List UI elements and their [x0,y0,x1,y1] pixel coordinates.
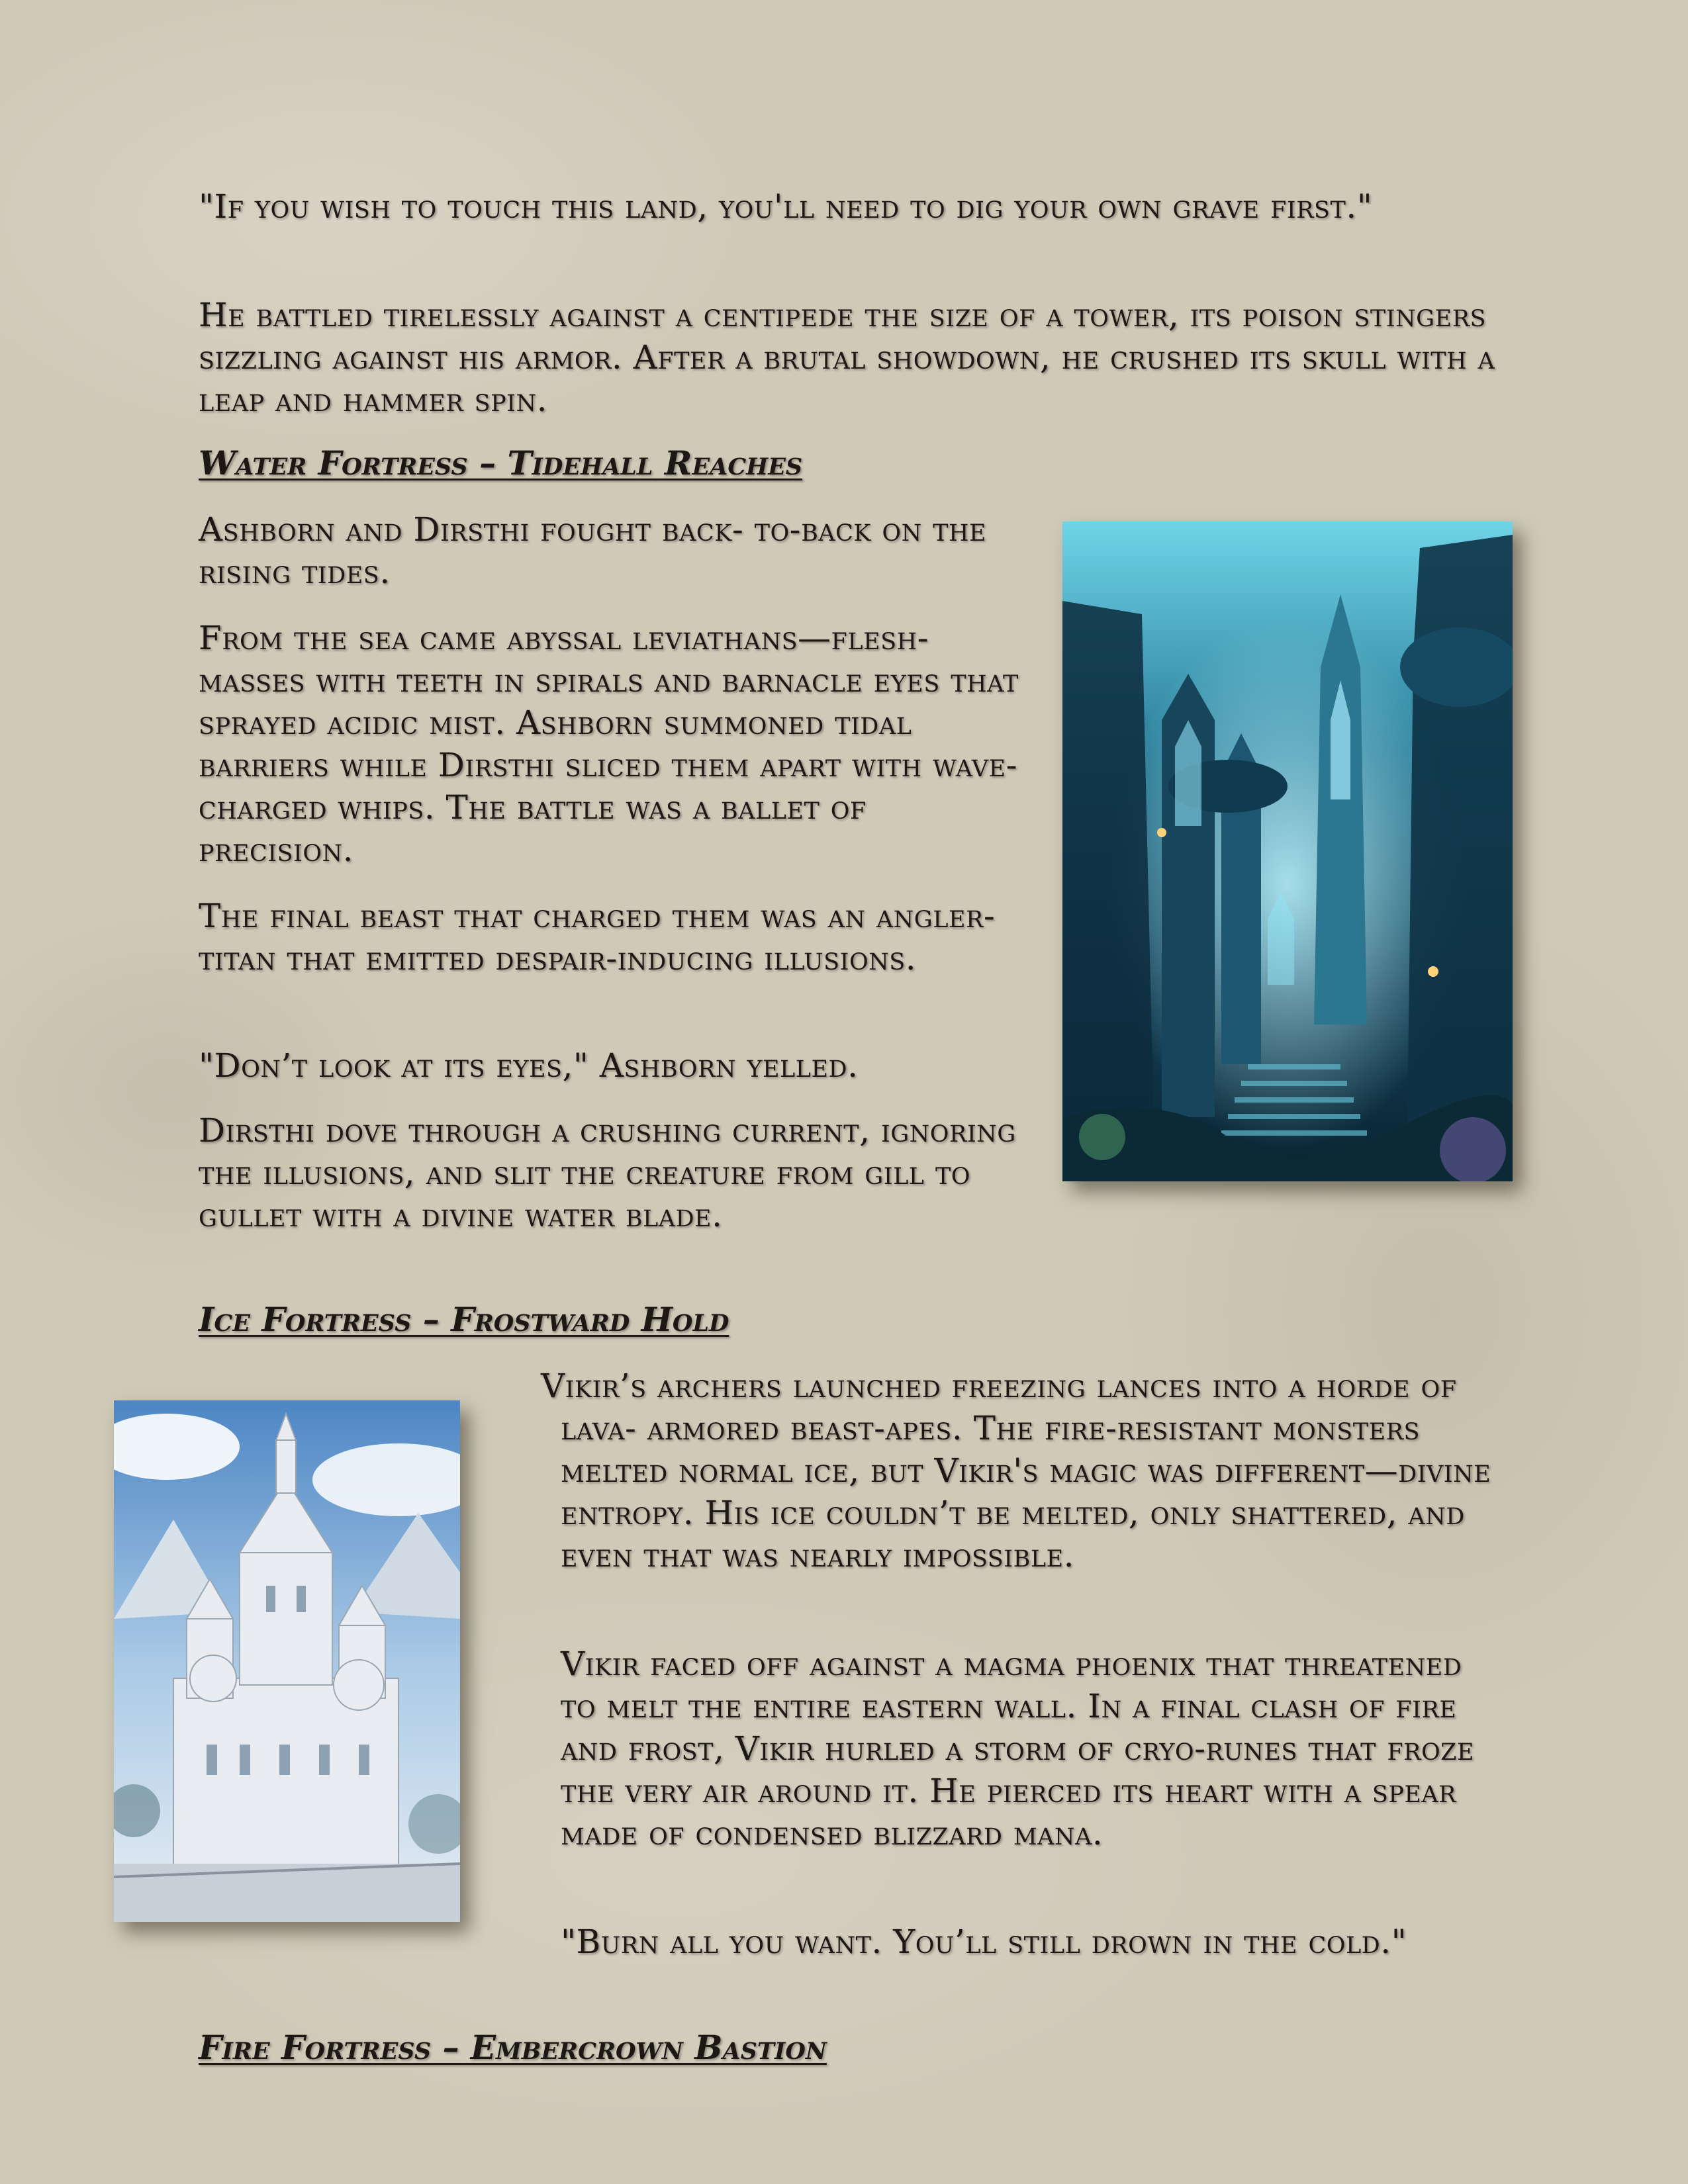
underwater-city-image [1062,522,1513,1181]
ice-paragraph-3: "Burn all you want. You’ll still drown in the cold." [561,1923,1407,1961]
water-paragraph-1: Ashborn and Dirsthi fought back- to-back on the rising tides. [199,510,987,591]
water-fortress-heading: Water Fortress – Tidehall Reaches [199,443,803,482]
intro-quote: "If you wish to touch this land, you'll need to dig your own grave first." [199,187,1373,226]
water-paragraph-3: The final beast that charged them was an angler-titan that emitted despair-inducing illusions. [199,897,996,978]
water-paragraph-5: Dirsthi dove through a crushing current, ignoring the illusions, and slit the creature from gill to gullet with a divine water blade. [199,1111,1016,1234]
ice-paragraph-2: Vikir faced off against a magma phoenix that threatened to melt the entire eastern wall. In a final clash of fire and frost, Vikir hurled a storm of cryo-runes that froze the very air around it. He pierced its heart with a spear made of condensed blizzard mana. [561,1645,1475,1852]
water-paragraph-4: "Don’t look at its eyes," Ashborn yelled. [199,1046,859,1085]
ice-fortress-heading: Ice Fortress – Frostward Hold [199,1300,729,1339]
water-paragraph-2: From the sea came abyssal leviathans—flesh-masses with teeth in spirals and barnacle eyes that sprayed acidic mist. Ashborn summoned tidal barriers while Dirsthi sliced them apart with wave-charged whips. The battle was a ballet of precision. [199,619,1019,869]
intro-paragraph: He battled tirelessly against a centipede the size of a tower, its poison stingers sizzling against his armor. After a brutal showdown, he crushed its skull with a leap and hammer spin. [199,296,1495,419]
fire-fortress-heading: Fire Fortress – Embercrown Bastion [199,2028,827,2067]
ice-paragraph-1: Vikir’s archers launched freezing lances into a horde of lava- armored beast-apes. The fire-resistant monsters melted normal ice, but Vikir's magic was different—divine entropy. His ice couldn’t be melted, only shattered, and even that was nearly impossible. [541,1367,1491,1574]
ice-castle-image [114,1400,460,1922]
